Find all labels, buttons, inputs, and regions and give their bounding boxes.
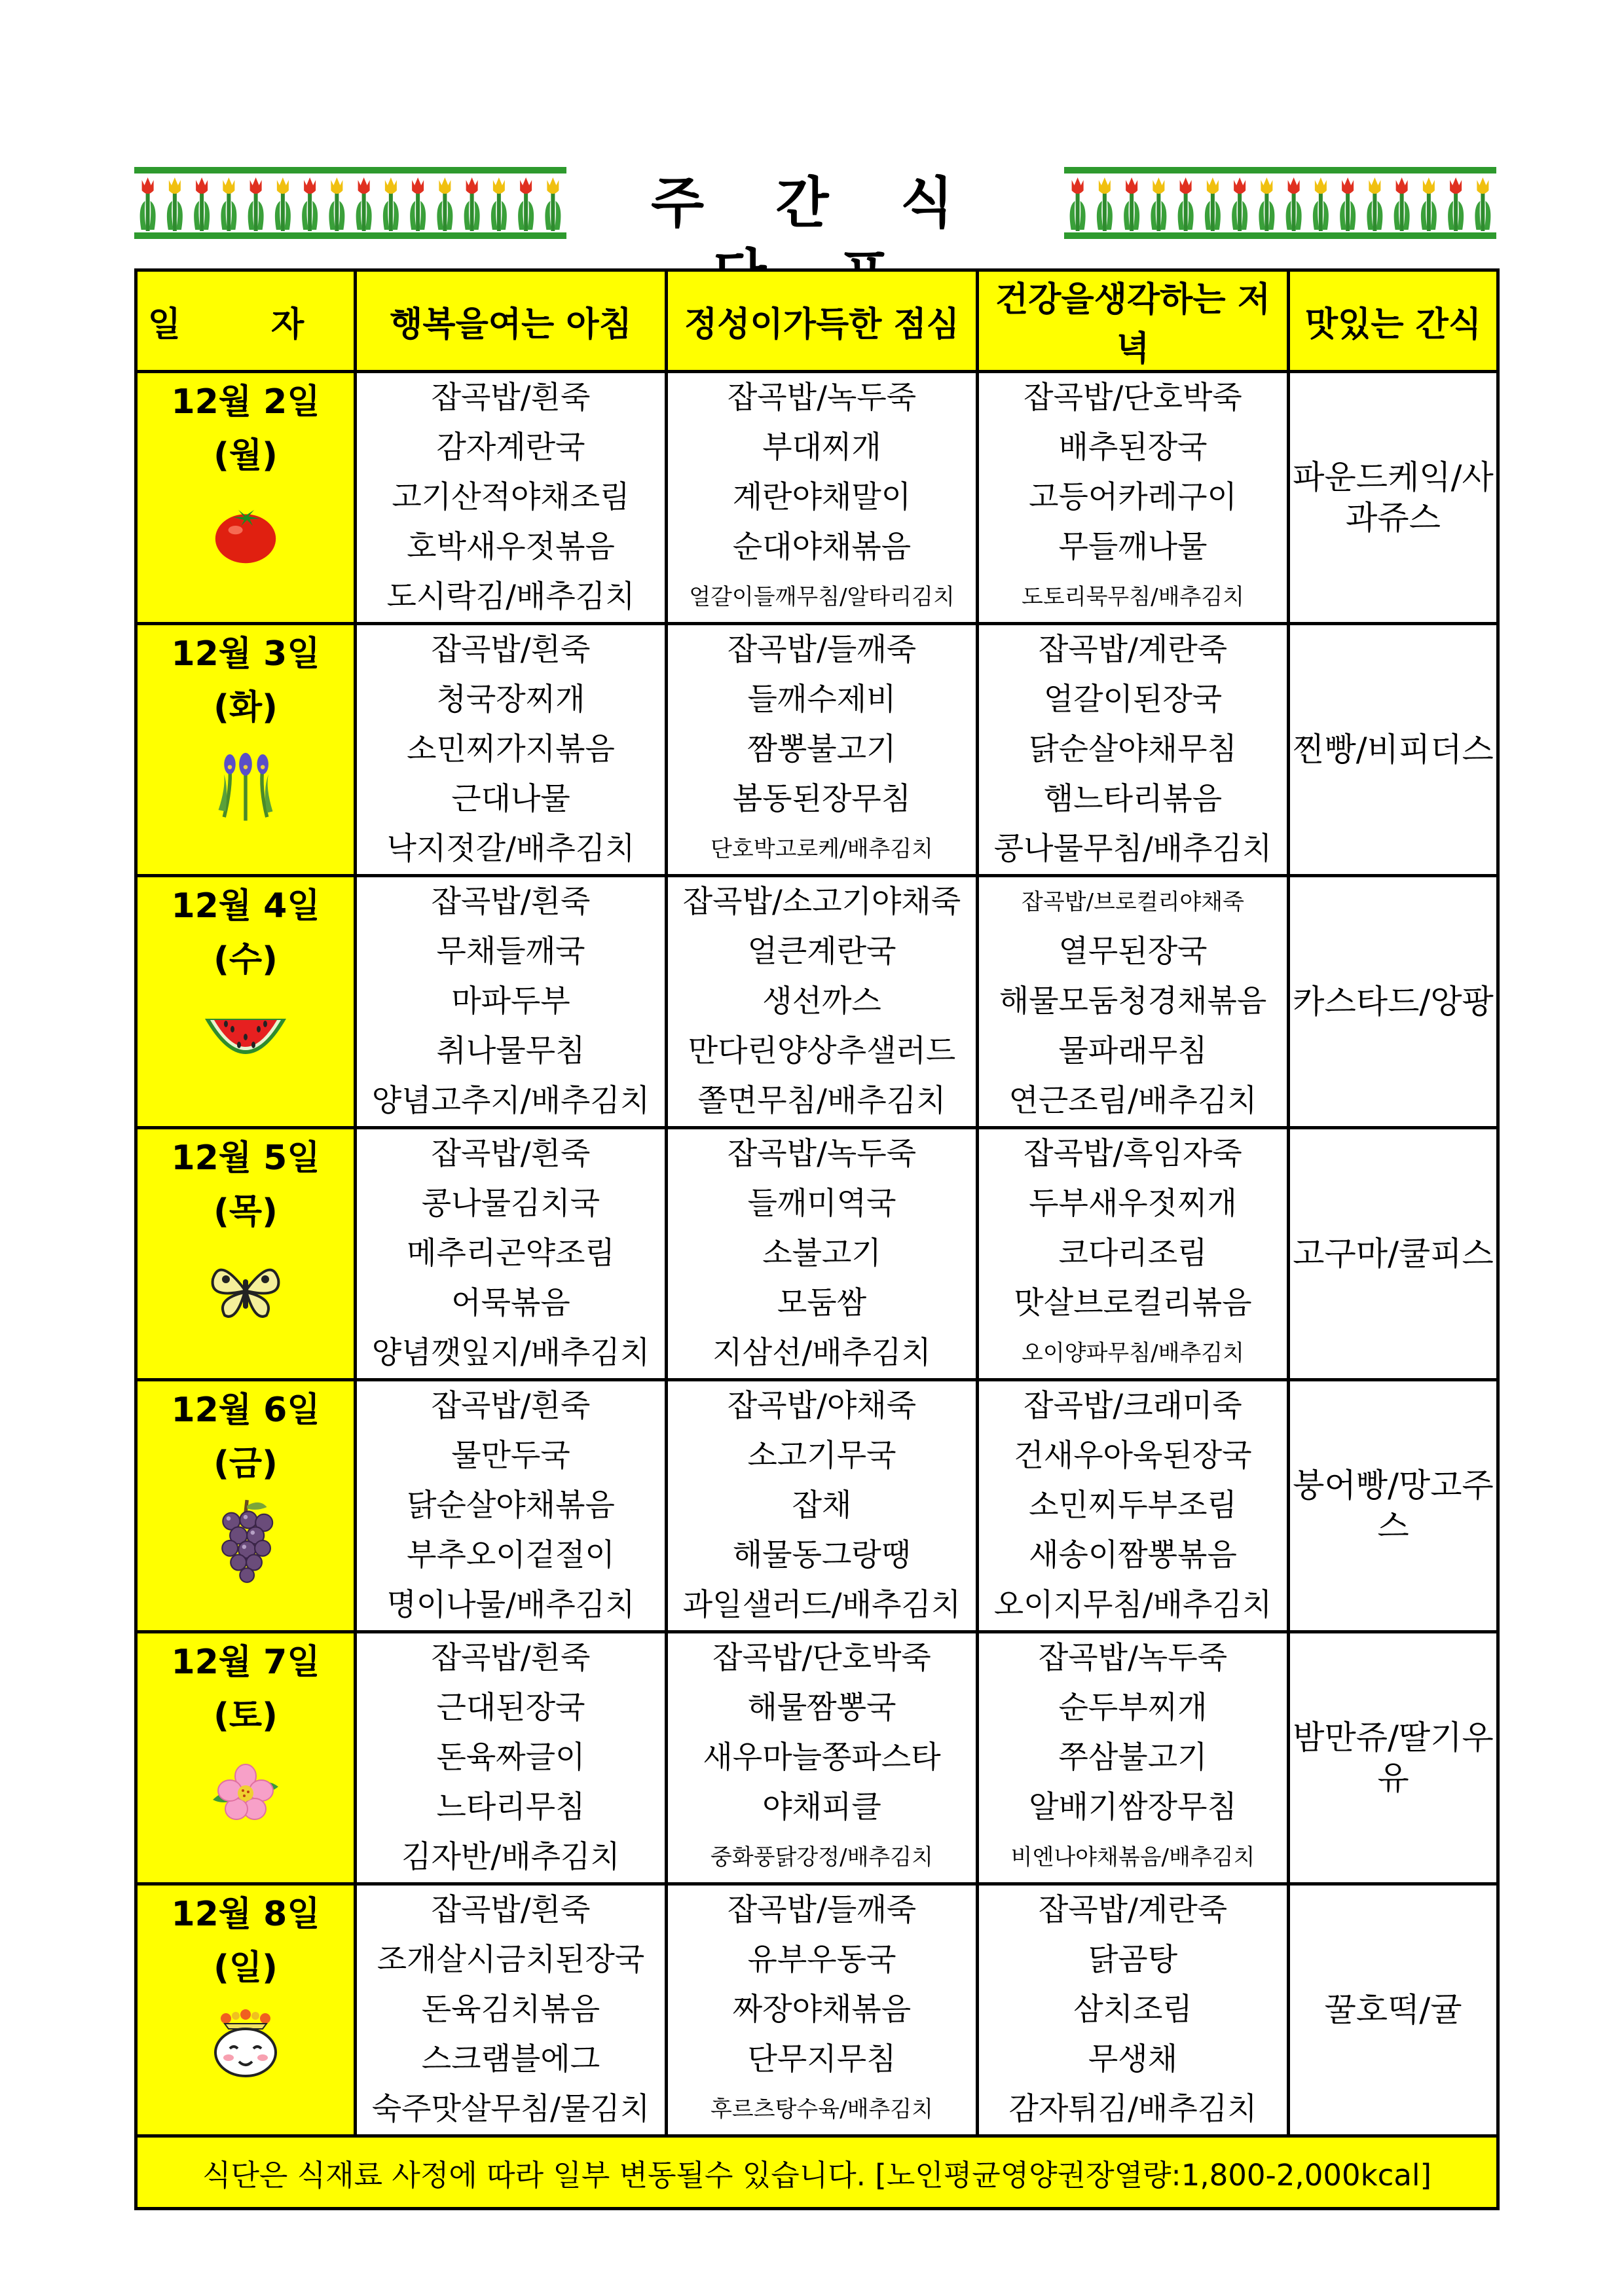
day-row <box>136 1128 1498 1380</box>
dish-item: 닭순살야채볶음 <box>407 1487 615 1523</box>
dish-item: 잡곡밥/녹두죽 <box>727 1136 917 1172</box>
footer-note: 식단은 식재료 사정에 따라 일부 변동될수 있습니다. [노인평균영양권장열량:1,800-2,000kcal] <box>136 2136 1498 2209</box>
weekday-label: (월) <box>213 436 278 475</box>
weekday-label: (목) <box>213 1192 278 1231</box>
dish-item: 부대찌개 <box>762 429 881 465</box>
dish-item: 소고기무국 <box>747 1438 896 1474</box>
tulip-border-right-icon <box>1064 167 1496 239</box>
dish-item: 잡곡밥/계란죽 <box>1038 1892 1228 1928</box>
lunch-cell <box>667 1380 978 1632</box>
dinner-cell <box>978 1632 1289 1884</box>
dish-item: 메추리곤약조림 <box>407 1235 615 1271</box>
dish-item: 잡채 <box>792 1487 852 1523</box>
dish-item: 봄동된장무침 <box>732 781 912 817</box>
dish-item: 짜장야채볶음 <box>732 1992 912 2028</box>
lunch-cell <box>667 1632 978 1884</box>
date-label: 12월 6일 <box>171 1391 320 1430</box>
breakfast-cell <box>356 624 667 876</box>
dish-item: 만다린양상추샐러드 <box>688 1033 956 1069</box>
lunch-cell <box>667 372 978 624</box>
dish-item: 잡곡밥/크래미죽 <box>1024 1388 1242 1424</box>
snack-cell: 찐빵/비피더스 <box>1289 624 1498 876</box>
dish-item: 잡곡밥/브로컬리야채죽 <box>1022 889 1244 915</box>
dish-item: 중화풍닭강정/배추김치 <box>710 1844 933 1870</box>
weekday-label: (수) <box>213 940 278 979</box>
dish-item: 햄느타리볶음 <box>1043 781 1223 817</box>
snack-cell: 밤만쥬/딸기우유 <box>1289 1632 1498 1884</box>
lunch-cell <box>667 1884 978 2136</box>
dish-item: 오이지무침/배추김치 <box>993 1587 1272 1623</box>
date-cell <box>136 1380 356 1632</box>
dish-item: 삼치조림 <box>1073 1992 1192 2028</box>
dish-item: 조개살시금치된장국 <box>377 1942 645 1978</box>
snack-cell: 고구마/쿨피스 <box>1289 1128 1498 1380</box>
dish-item: 콩나물무침/배추김치 <box>993 831 1272 867</box>
date-label: 12월 7일 <box>171 1643 320 1682</box>
title-row <box>134 167 1496 239</box>
dish-item: 쭈삼불고기 <box>1058 1740 1208 1776</box>
dish-item: 콩나물김치국 <box>421 1186 600 1222</box>
dish-item: 해물모둠청경채볶음 <box>999 983 1267 1019</box>
dish-item: 비엔나야채볶음/배추김치 <box>1010 1844 1255 1870</box>
weekday-label: (화) <box>213 688 278 727</box>
cute-character-icon <box>138 1993 354 2098</box>
dish-item: 연근조림/배추김치 <box>1008 1083 1257 1119</box>
dish-item: 순대야채볶음 <box>732 529 912 565</box>
dish-item: 잡곡밥/들깨죽 <box>727 632 917 668</box>
dish-item: 취나물무침 <box>436 1033 585 1069</box>
dish-item: 잡곡밥/흰죽 <box>431 1892 591 1928</box>
dish-item: 새우마늘쫑파스타 <box>703 1740 941 1776</box>
dish-item: 후르츠탕수육/배추김치 <box>710 2096 933 2123</box>
header-dinner: 건강을생각하는 저녁 <box>978 270 1289 372</box>
breakfast-cell <box>356 372 667 624</box>
dish-item: 새송이짬뽕볶음 <box>1029 1537 1237 1573</box>
dish-item: 물파래무침 <box>1058 1033 1208 1069</box>
day-row <box>136 876 1498 1128</box>
dish-item: 닭순살야채무침 <box>1029 731 1237 767</box>
day-row <box>136 1380 1498 1632</box>
date-cell <box>136 1884 356 2136</box>
header-snack: 맛있는 간식 <box>1289 270 1498 372</box>
dish-item: 잡곡밥/녹두죽 <box>727 380 917 416</box>
header-date: 일 자 <box>136 270 356 372</box>
dish-item: 단무지무침 <box>747 2041 896 2077</box>
dish-item: 어묵볶음 <box>451 1285 570 1321</box>
dinner-cell <box>978 624 1289 876</box>
dish-item: 도시락김/배추김치 <box>386 579 635 615</box>
date-label: 12월 2일 <box>171 382 320 422</box>
dish-item: 닭곰탕 <box>1088 1942 1178 1978</box>
dish-item: 짬뽕불고기 <box>747 731 896 767</box>
dish-item: 낙지젓갈/배추김치 <box>386 831 635 867</box>
dish-item: 잡곡밥/야채죽 <box>727 1388 917 1424</box>
dish-item: 코다리조림 <box>1058 1235 1208 1271</box>
date-label: 12월 3일 <box>171 634 320 674</box>
header-breakfast: 행복을여는 아침 <box>356 270 667 372</box>
dinner-cell <box>978 372 1289 624</box>
dish-item: 잡곡밥/녹두죽 <box>1038 1640 1228 1676</box>
dish-item: 해물짬뽕국 <box>747 1690 896 1726</box>
dish-item: 얼갈이된장국 <box>1043 682 1223 718</box>
dish-item: 근대된장국 <box>436 1690 585 1726</box>
weekday-label: (토) <box>213 1696 278 1736</box>
dish-item: 잡곡밥/소고기야채죽 <box>682 884 961 920</box>
dish-item: 명이나물/배추김치 <box>386 1587 635 1623</box>
date-cell <box>136 372 356 624</box>
dish-item: 두부새우젓찌개 <box>1029 1186 1237 1222</box>
dish-item: 모둠쌈 <box>777 1285 867 1321</box>
dish-item: 소민찌두부조림 <box>1029 1487 1237 1523</box>
dish-item: 양념고추지/배추김치 <box>371 1083 650 1119</box>
snack-cell: 붕어빵/망고주스 <box>1289 1380 1498 1632</box>
lunch-cell <box>667 1128 978 1380</box>
breakfast-cell <box>356 876 667 1128</box>
lunch-cell <box>667 876 978 1128</box>
dish-item: 마파두부 <box>451 983 570 1019</box>
dish-item: 배추된장국 <box>1058 429 1208 465</box>
weekly-menu-table <box>134 268 1500 2210</box>
dinner-cell <box>978 876 1289 1128</box>
date-cell <box>136 1632 356 1884</box>
dish-item: 근대나물 <box>451 781 570 817</box>
dish-item: 얼큰계란국 <box>747 934 896 970</box>
date-cell <box>136 624 356 876</box>
breakfast-cell <box>356 1380 667 1632</box>
dish-item: 부추오이겉절이 <box>407 1537 615 1573</box>
dish-item: 무채들깨국 <box>436 934 585 970</box>
dish-item: 잡곡밥/흑임자죽 <box>1024 1136 1242 1172</box>
dish-item: 단호박고로케/배추김치 <box>710 836 933 862</box>
breakfast-cell <box>356 1884 667 2136</box>
dish-item: 호박새우젓볶음 <box>407 529 615 565</box>
snack-cell: 파운드케익/사과쥬스 <box>1289 372 1498 624</box>
tomato-icon <box>138 481 354 585</box>
date-cell <box>136 1128 356 1380</box>
dish-item: 소불고기 <box>762 1235 881 1271</box>
dish-item: 잡곡밥/흰죽 <box>431 380 591 416</box>
dish-item: 무들깨나물 <box>1058 529 1208 565</box>
dish-item: 청국장찌개 <box>436 682 585 718</box>
day-row <box>136 1632 1498 1884</box>
dinner-cell <box>978 1380 1289 1632</box>
dish-item: 들깨수제비 <box>747 682 896 718</box>
dish-item: 유부우동국 <box>747 1942 896 1978</box>
dish-item: 지삼선/배추김치 <box>712 1335 931 1371</box>
pink-flower-icon <box>138 1741 354 1846</box>
dish-item: 돈육김치볶음 <box>421 1992 600 2028</box>
dish-item: 생선까스 <box>762 983 881 1019</box>
weekday-label: (금) <box>213 1444 278 1484</box>
dish-item: 무생채 <box>1088 2041 1178 2077</box>
header-lunch: 정성이가득한 점심 <box>667 270 978 372</box>
dinner-cell <box>978 1884 1289 2136</box>
butterfly-icon <box>138 1237 354 1341</box>
dish-item: 알배기쌈장무침 <box>1029 1789 1237 1825</box>
date-label: 12월 4일 <box>171 886 320 926</box>
watermelon-icon <box>138 985 354 1089</box>
dish-item: 김자반/배추김치 <box>401 1839 620 1875</box>
dish-item: 쫄면무침/배추김치 <box>697 1083 946 1119</box>
dish-item: 감자계란국 <box>436 429 585 465</box>
dish-item: 해물동그랑땡 <box>732 1537 912 1573</box>
grapes-icon <box>138 1489 354 1594</box>
lunch-cell <box>667 624 978 876</box>
dish-item: 오이양파무침/배추김치 <box>1022 1340 1244 1366</box>
dish-item: 잡곡밥/들깨죽 <box>727 1892 917 1928</box>
day-row <box>136 624 1498 876</box>
day-row <box>136 372 1498 624</box>
dish-item: 잡곡밥/흰죽 <box>431 1640 591 1676</box>
dish-item: 돈육짜글이 <box>436 1740 585 1776</box>
dish-item: 얼갈이들깨무침/알타리김치 <box>689 584 955 610</box>
dish-item: 소민찌가지볶음 <box>407 731 615 767</box>
dish-item: 양념깻잎지/배추김치 <box>371 1335 650 1371</box>
snack-cell: 꿀호떡/귤 <box>1289 1884 1498 2136</box>
breakfast-cell <box>356 1632 667 1884</box>
dish-item: 잡곡밥/계란죽 <box>1038 632 1228 668</box>
weekday-label: (일) <box>213 1948 278 1988</box>
dish-item: 열무된장국 <box>1058 934 1208 970</box>
dish-item: 과일샐러드/배추김치 <box>682 1587 961 1623</box>
dish-item: 도토리묵무침/배추김치 <box>1022 584 1244 610</box>
dish-item: 잡곡밥/흰죽 <box>431 1136 591 1172</box>
tulip-border-left-icon <box>134 167 566 239</box>
dish-item: 맛살브로컬리볶음 <box>1014 1285 1252 1321</box>
snack-cell: 카스타드/앙팡 <box>1289 876 1498 1128</box>
dish-item: 숙주맛살무침/물김치 <box>371 2091 650 2127</box>
dish-item: 감자튀김/배추김치 <box>1008 2091 1257 2127</box>
dish-item: 스크램블에그 <box>421 2041 600 2077</box>
page-title: 주 간 식 <box>651 171 980 235</box>
dish-item: 잡곡밥/흰죽 <box>431 632 591 668</box>
day-row <box>136 1884 1498 2136</box>
iris-flower-icon <box>138 733 354 837</box>
dish-item: 잡곡밥/흰죽 <box>431 884 591 920</box>
date-cell <box>136 876 356 1128</box>
dish-item: 잡곡밥/단호박죽 <box>1024 380 1242 416</box>
dish-item: 계란야채말이 <box>732 479 912 515</box>
dish-item: 잡곡밥/단호박죽 <box>712 1640 931 1676</box>
dish-item: 고기산적야채조림 <box>392 479 630 515</box>
breakfast-cell <box>356 1128 667 1380</box>
date-label: 12월 5일 <box>171 1139 320 1178</box>
dish-item: 건새우아욱된장국 <box>1014 1438 1252 1474</box>
dish-item: 느타리무침 <box>436 1789 585 1825</box>
dish-item: 들깨미역국 <box>747 1186 896 1222</box>
dish-item: 잡곡밥/흰죽 <box>431 1388 591 1424</box>
dish-item: 야채피클 <box>762 1789 881 1825</box>
dish-item: 물만두국 <box>451 1438 570 1474</box>
dinner-cell <box>978 1128 1289 1380</box>
dish-item: 순두부찌개 <box>1058 1690 1208 1726</box>
date-label: 12월 8일 <box>171 1895 320 1934</box>
dish-item: 고등어카레구이 <box>1029 479 1237 515</box>
header-row <box>136 270 1498 372</box>
